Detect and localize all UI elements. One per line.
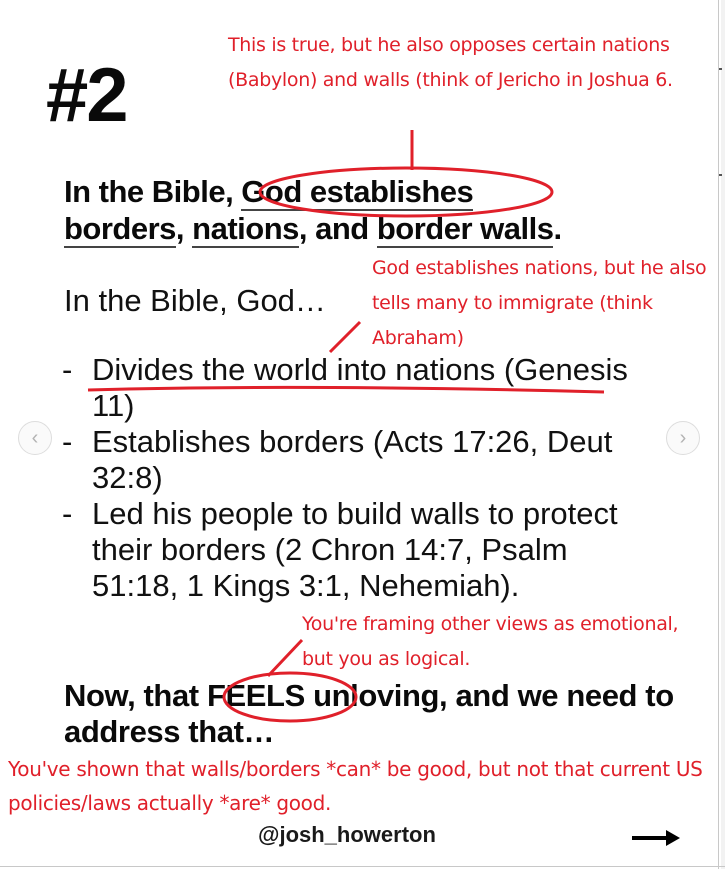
chevron-right-icon: › <box>679 427 687 449</box>
slide-number: #2 <box>46 53 127 138</box>
author-handle: @josh_howerton <box>258 822 436 847</box>
list-dash: - <box>62 496 73 531</box>
annotation-line <box>268 640 302 676</box>
closing-lead: Now, that <box>64 678 207 713</box>
annotation-circle <box>224 673 356 721</box>
list-item-text: Divides the world into nations (Genesis 11) <box>92 352 628 423</box>
headline-border-walls: border walls <box>376 211 554 246</box>
list-dash: - <box>62 424 73 459</box>
closing-feels: FEELS <box>206 678 305 713</box>
headline-borders: borders <box>64 211 176 246</box>
headline-god-establishes: God establishes <box>241 174 474 209</box>
annotation-underline <box>88 387 604 392</box>
headline-lead: In the Bible, <box>64 174 242 209</box>
annotation-note: God establishes nations, but he also tells many to immigrate (think Abraham) <box>372 257 707 349</box>
annotation-note: This is true, but he also opposes certain nations (Babylon) and walls (think of Jericho in Joshua 6. <box>228 34 673 91</box>
headline-nations: nations <box>192 211 299 246</box>
list-item-text: Establishes borders (Acts 17:26, Deut 32:8) <box>92 424 613 495</box>
chevron-left-icon: ‹ <box>31 427 39 449</box>
annotation-line <box>330 322 360 352</box>
headline-period: . <box>553 211 562 246</box>
intro-text: In the Bible, God… <box>64 283 326 318</box>
headline-comma: , <box>175 211 193 246</box>
annotation-note: You've shown that walls/borders *can* be good, but not that current US policies/laws actually *are* good. <box>8 757 703 815</box>
annotation-circle <box>260 168 552 216</box>
list-item-text: Led his people to build walls to protect their borders (2 Chron 14:7, Psalm 51:18, 1 Kings 3:1, Nehemiah). <box>92 496 618 603</box>
annotation-note: You're framing other views as emotional, but you as logical. <box>302 613 679 670</box>
headline-and: , and <box>298 211 377 246</box>
list-dash: - <box>62 352 73 387</box>
closing-rest: unloving, and we need to address that… <box>64 678 674 749</box>
